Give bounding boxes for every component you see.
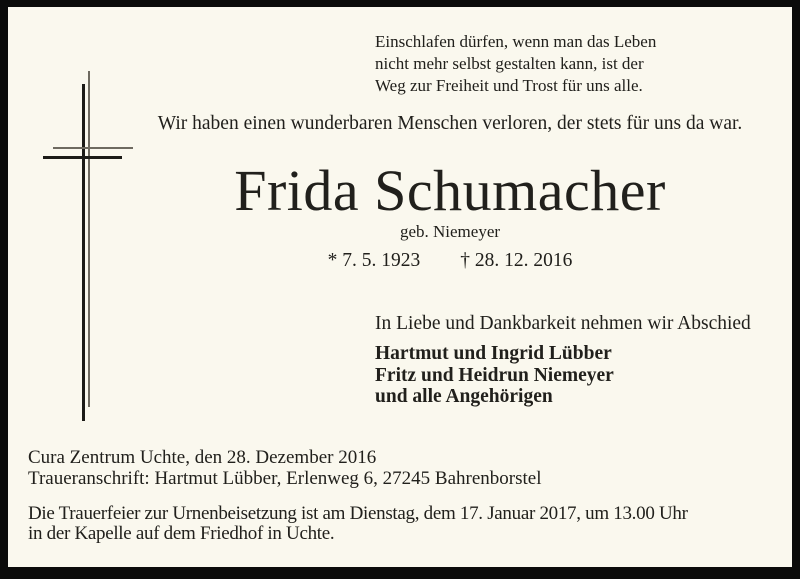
- condolence-quote: [375, 31, 656, 97]
- maiden-name: geb. Niemeyer: [399, 222, 501, 241]
- life-dates: [108, 249, 792, 273]
- death-date: † 28. 12. 2016: [460, 250, 573, 271]
- mourning-address-line: Traueranschrift: Hartmut Lübber, Erlenweg 6, 27245 Bahrenborstel: [28, 468, 542, 489]
- funeral-info: [28, 504, 688, 544]
- mourner-line: und alle Angehörigen: [375, 386, 553, 407]
- quote-line: Einschlafen dürfen, wenn man das Leben: [375, 32, 657, 51]
- loss-statement: Wir haben einen wunderbaren Menschen verloren, der stets für uns da war.: [157, 113, 743, 134]
- birth-date: * 7. 5. 1923: [327, 250, 421, 271]
- cross-thick-vertical-line: [82, 84, 85, 421]
- place-address-section: [28, 447, 542, 489]
- deceased-name: Frida Schumacher: [234, 158, 666, 223]
- funeral-info-line: in der Kapelle auf dem Friedhof in Uchte.: [28, 523, 335, 544]
- mourner-line: Hartmut und Ingrid Lübber: [375, 343, 612, 364]
- quote-line: nicht mehr selbst gestalten kann, ist der: [375, 54, 644, 73]
- funeral-info-line: Die Trauerfeier zur Urnenbeisetzung ist am Dienstag, dem 17. Januar 2017, um 13.00 Uhr: [28, 503, 688, 524]
- farewell-line: In Liebe und Dankbarkeit nehmen wir Abschied: [375, 313, 751, 334]
- mourners-list: [375, 343, 751, 408]
- cross-thin-horizontal-line: [53, 147, 133, 149]
- cross-thin-vertical-line: [88, 71, 90, 407]
- farewell-section: [375, 312, 751, 408]
- mourner-line: Fritz und Heidrun Niemeyer: [375, 364, 614, 386]
- quote-line: Weg zur Freiheit und Trost für uns alle.: [375, 76, 643, 95]
- place-date-line: Cura Zentrum Uchte, den 28. Dezember 2016: [28, 447, 377, 468]
